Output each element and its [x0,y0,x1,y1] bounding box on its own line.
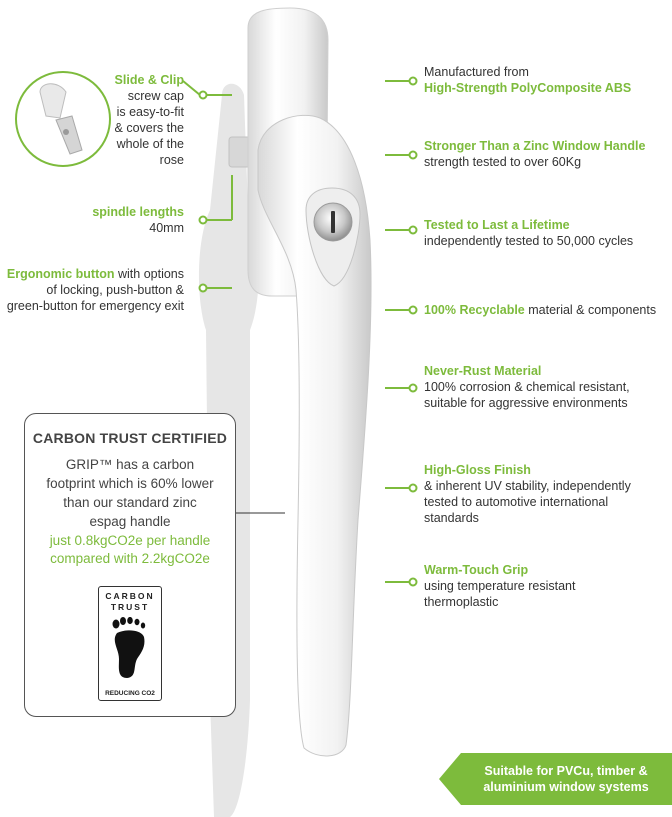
carbon-trust-logo-word: TRUST [110,602,150,612]
warm-touch-title: Warm-Touch Grip [424,563,529,577]
slide-clip-callout [90,72,184,168]
carbon-card-title: CARBON TRUST CERTIFIED [32,430,228,446]
manufactured-callout [424,64,631,96]
lifetime-text: independently tested to 50,000 cycles [424,234,634,248]
manufactured-title: High-Strength PolyComposite ABS [424,81,632,95]
stronger-title: Stronger Than a Zinc Window Handle [424,139,646,153]
carbon-card-body [31,455,229,531]
carbon-card-body-line: espag handle [89,514,171,529]
carbon-card-body-line: GRIP™ has a carbon [65,457,195,472]
never-rust-line2: suitable for aggressive environments [424,396,628,410]
lifetime-title: Tested to Last a Lifetime [424,218,570,232]
key-slot [331,211,335,233]
ergonomic-line2: of locking, push-button & [46,283,184,297]
carbon-card-green-line: compared with 2.2kgCO2e [50,551,210,566]
high-gloss-callout [424,462,631,526]
stronger-callout [424,138,645,170]
warm-touch-callout [424,562,575,610]
spindle-title: spindle lengths [92,205,184,219]
slide-clip-line: whole of the [116,137,184,151]
carbon-trust-logo-text [99,591,161,613]
banner-line: Suitable for PVCu, timber & [484,764,648,778]
never-rust-title: Never-Rust Material [424,364,542,378]
ergonomic-callout [4,266,184,314]
slide-clip-line: rose [159,153,184,167]
lifetime-callout [424,217,633,249]
high-gloss-line2: tested to automotive international [424,495,609,509]
recyclable-text: material & components [524,303,657,317]
stronger-text: strength tested to over 60Kg [424,155,582,169]
slide-clip-line: is easy-to-fit [116,105,184,119]
never-rust-line1: 100% corrosion & chemical resistant, [424,380,630,394]
carbon-trust-logo-tagline: REDUCING CO2 [105,690,155,697]
footprint-icon [111,617,149,679]
carbon-trust-logo-word: CARBON [105,591,155,601]
ergonomic-line3: green-button for emergency exit [6,299,184,313]
carbon-card-figures [31,532,229,568]
slide-clip-line: & covers the [114,121,184,135]
high-gloss-title: High-Gloss Finish [424,463,531,477]
spindle-callout [60,204,184,236]
banner-line: aluminium window systems [483,780,649,794]
warm-touch-line2: thermoplastic [424,595,499,609]
carbon-card-body-line: footprint which is 60% lower [46,476,214,491]
ergonomic-line1: with options [114,267,184,281]
ergonomic-title: Ergonomic button [6,267,115,281]
compatibility-banner-text [462,763,670,795]
carbon-trust-card [24,413,236,717]
carbon-card-green-line: just 0.8kgCO2e per handle [49,533,211,548]
high-gloss-line1: & inherent UV stability, independently [424,479,631,493]
slide-clip-title: Slide & Clip [114,73,184,87]
slide-clip-line: screw cap [127,89,184,103]
carbon-card-body-line: than our standard zinc [63,495,197,510]
recyclable-title: 100% Recyclable [424,303,525,317]
manufactured-text: Manufactured from [424,65,529,79]
carbon-trust-logo [98,586,162,701]
high-gloss-line3: standards [424,511,479,525]
warm-touch-line1: using temperature resistant [424,579,576,593]
spindle-text: 40mm [149,221,184,235]
recyclable-callout [424,302,656,318]
never-rust-callout [424,363,630,411]
